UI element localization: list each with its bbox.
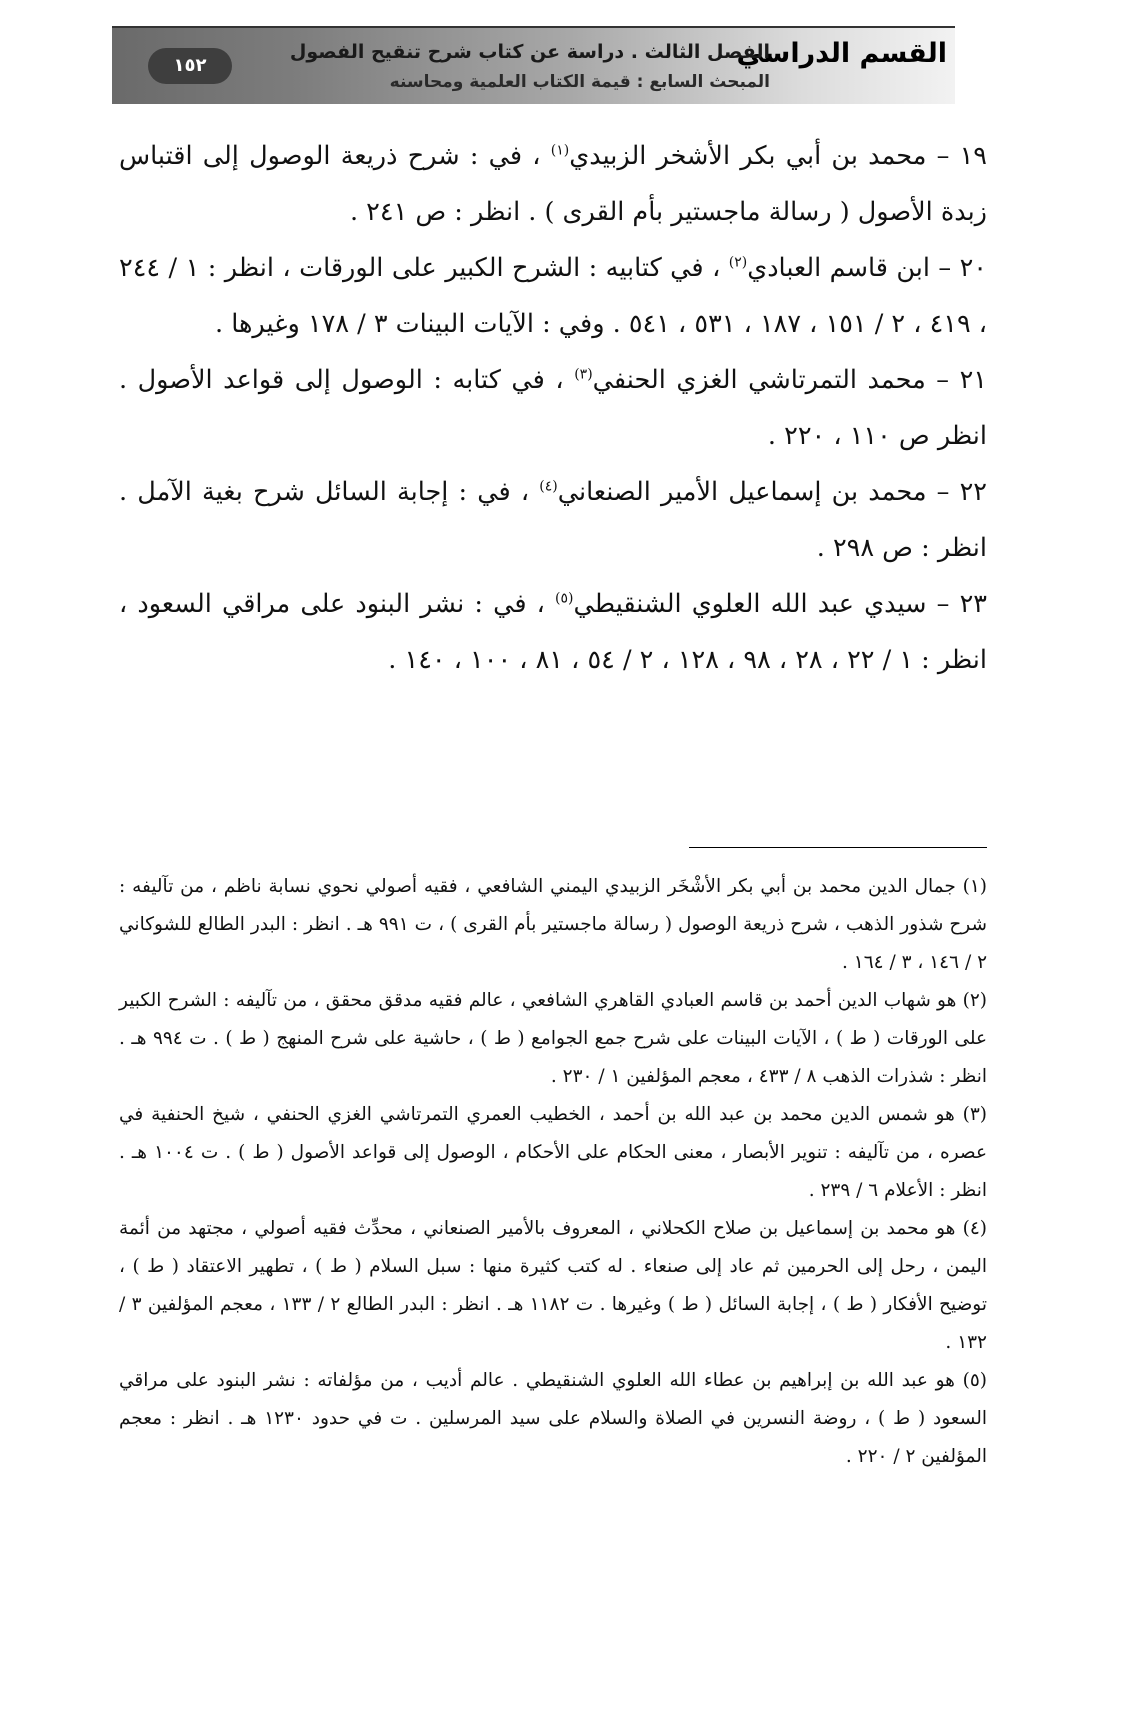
entry-detail: ، في : نشر البنود على مراقي السعود ، انظر : ١ / ٢٢ ، ٢٨ ، ٩٨ ، ١٢٨ ، ٢ / ٥٤ ، ٨١ ، ١٠٠ ، ١٤٠ .	[119, 589, 987, 675]
entry-detail: ، في كتابه : الوصول إلى قواعد الأصول . انظر ص ١١٠ ، ٢٢٠ .	[119, 365, 987, 451]
entry-name: ٢١ – محمد التمرتاشي الغزي الحنفي	[592, 365, 987, 395]
entry-21	[119, 352, 987, 464]
entry-19	[119, 128, 987, 240]
footnote-5: (٥) هو عبد الله بن إبراهيم بن عطاء الله العلوي الشنقيطي . عالم أديب ، من مؤلفاته : نشر البنود على مراقي السعود ( ط ) ، روضة النسرين في الصلاة والسلام على سيد المرسلين . ت في حدود ١٢٣٠ هـ . انظر : معجم المؤلفين ٢ / ٢٢٠ .	[119, 1370, 988, 1467]
entry-name: ٢٣ – سيدي عبد الله العلوي الشنقيطي	[573, 589, 987, 619]
entry-detail: ، في : شرح ذريعة الوصول إلى اقتباس زبدة الأصول ( رسالة ماجستير بأم القرى ) . انظر : ص ٢٤١ .	[119, 141, 987, 227]
header-topic-title: المبحث السابع : قيمة الكتاب العلمية ومحاسنه	[389, 72, 770, 92]
footnote-3: (٣) هو شمس الدين محمد بن عبد الله بن أحمد ، الخطيب العمري التمرتاشي الغزي الحنفي ، شيخ الحنفية في عصره ، من تآليفه : تنوير الأبصار ، معنى الحكام على الأحكام ، الوصول إلى قواعد الأصول ( ط ) . ت ١٠٠٤ هـ . انظر : الأعلام ٦ / ٢٣٩ .	[119, 1104, 987, 1201]
entry-name: ٢٢ – محمد بن إسماعيل الأمير الصنعاني	[557, 477, 987, 507]
entry-20	[119, 240, 987, 352]
header-chapter-title: الفصل الثالث . دراسة عن كتاب شرح تنقيح الفصول	[289, 41, 770, 63]
footnote-ref: (٥)	[555, 590, 574, 607]
entry-detail: ، في : إجابة السائل شرح بغية الآمل . انظر : ص ٢٩٨ .	[119, 477, 987, 563]
footnote-ref: (٣)	[574, 366, 593, 383]
entry-name: ٢٠ – ابن قاسم العبادي	[747, 253, 988, 283]
page-header	[112, 26, 955, 104]
entry-detail: ، في كتابيه : الشرح الكبير على الورقات ، انظر : ١ / ٢٤٤ ، ٤١٩ ، ٢ / ١٥١ ، ١٨٧ ، ٥٣١ ، ٥٤١ . وفي : الآيات البينات ٣ / ١٧٨ وغيرها .	[119, 253, 987, 339]
entry-23	[119, 576, 987, 688]
footnote-ref: (٤)	[539, 478, 558, 495]
footnote-1: (١) جمال الدين محمد بن أبي بكر الأشْخَر الزبيدي اليمني الشافعي ، فقيه أصولي نحوي نسابة ناظم ، من تآليفه : شرح شذور الذهب ، شرح ذريعة الوصول ( رسالة ماجستير بأم القرى ) ، ت ٩٩١ هـ . انظر : البدر الطالع للشوكاني ٢ / ١٤٦ ، ٣ / ١٦٤ .	[119, 876, 987, 973]
entry-name: ١٩ – محمد بن أبي بكر الأشخر الزبيدي	[569, 141, 987, 171]
footnote-ref: (٢)	[728, 254, 748, 271]
footnote-separator	[689, 847, 987, 848]
header-section-title: القسم الدراسي	[736, 38, 947, 69]
page-number-badge: ١٥٢	[148, 48, 232, 84]
footnote-ref: (١)	[550, 142, 570, 159]
footnotes	[119, 868, 987, 1476]
main-text	[119, 128, 987, 688]
footnote-2: (٢) هو شهاب الدين أحمد بن قاسم العبادي القاهري الشافعي ، عالم فقيه مدقق محقق ، من تآليفه : الشرح الكبير على الورقات ( ط ) ، الآيات البينات على شرح جمع الجوامع ( ط ) ، حاشية على شرح المنهج ( ط ) . ت ٩٩٤ هـ . انظر : شذرات الذهب ٨ / ٤٣٣ ، معجم المؤلفين ١ / ٢٣٠ .	[119, 990, 987, 1087]
footnote-4: (٤) هو محمد بن إسماعيل بن صلاح الكحلاني ، المعروف بالأمير الصنعاني ، محدِّث فقيه أصولي ، مجتهد من أئمة اليمن ، رحل إلى الحرمين ثم عاد إلى صنعاء . له كتب كثيرة منها : سبل السلام ( ط ) ، تطهير الاعتقاد ( ط ) ، توضيح الأفكار ( ط ) ، إجابة السائل ( ط ) وغيرها . ت ١١٨٢ هـ . انظر : البدر الطالع ٢ / ١٣٣ ، معجم المؤلفين ٣ / ١٣٢ .	[119, 1218, 987, 1353]
entry-22	[119, 464, 987, 576]
